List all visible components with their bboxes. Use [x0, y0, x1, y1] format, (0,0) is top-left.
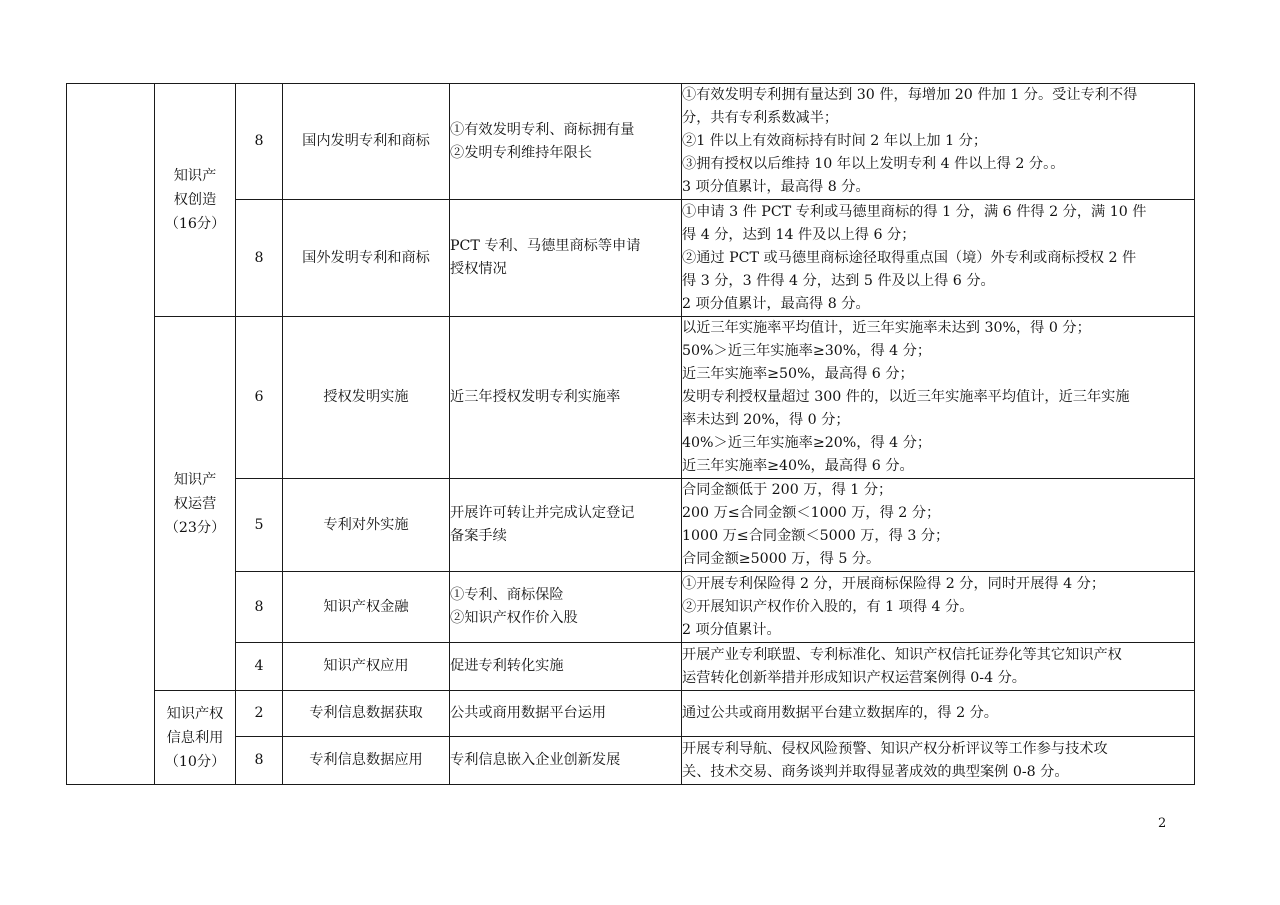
rule-line: 开展产业专利联盟、专利标准化、知识产权信托证券化等其它知识产权 [682, 646, 1122, 663]
item-cell: 国内发明专利和商标 [283, 84, 450, 200]
rule-line: 近三年实施率≥40%，最高得 6 分。 [682, 458, 914, 474]
category-label-line: 信息利用 [166, 729, 224, 746]
rule-cell [682, 572, 1195, 643]
item-cell: 国外发明专利和商标 [283, 200, 450, 317]
rule-line: 率未达到 20%，得 0 分； [682, 412, 850, 428]
rule-cell [682, 691, 1195, 737]
blank-column-cell [67, 84, 155, 785]
indicator-line: 授权情况 [450, 261, 507, 277]
indicator-line: PCT 专利、马德里商标等申请 [450, 238, 641, 254]
table-row [67, 643, 1195, 691]
indicator-cell [450, 643, 682, 691]
item-cell: 专利信息数据应用 [283, 737, 450, 785]
rule-line: 合同金额低于 200 万，得 1 分； [682, 482, 893, 498]
rule-line: 2 项分值累计。 [682, 621, 781, 638]
rule-line: 开展专利导航、侵权风险预警、知识产权分析评议等工作参与技术攻 [682, 740, 1108, 757]
rule-line: 50%＞近三年实施率≥30%，得 4 分； [682, 343, 932, 359]
table-row [67, 572, 1195, 643]
rule-line: 得 3 分，3 件得 4 分，达到 5 件及以上得 6 分。 [682, 272, 995, 289]
points-cell: 8 [236, 200, 283, 317]
table-row [67, 317, 1195, 479]
points-cell: 5 [236, 479, 283, 572]
indicator-line: 近三年授权发明专利实施率 [450, 389, 621, 405]
category-cell [155, 317, 236, 691]
indicator-cell [450, 572, 682, 643]
indicator-cell [450, 200, 682, 317]
category-label-line: 知识产权 [166, 705, 224, 722]
table-row [67, 479, 1195, 572]
table-row [67, 84, 1195, 200]
rule-line: 以近三年实施率平均值计，近三年实施率未达到 30%，得 0 分； [682, 320, 1091, 336]
rule-line: 合同金额≥5000 万，得 5 分。 [682, 551, 881, 567]
category-label-line: 知识产 [173, 471, 217, 488]
rule-line: 3 项分值累计，最高得 8 分。 [682, 179, 870, 195]
category-label-line: 权运营 [173, 495, 217, 512]
table-row [67, 737, 1195, 785]
rule-line: 200 万≤合同金额＜1000 万，得 2 分； [682, 505, 941, 521]
rule-line: ②1 件以上有效商标持有时间 2 年以上加 1 分； [682, 133, 988, 149]
item-cell: 专利信息数据获取 [283, 691, 450, 737]
rule-cell [682, 479, 1195, 572]
rule-line: 运营转化创新举措并形成知识产权运营案例得 0-4 分。 [682, 669, 1026, 686]
rule-cell [682, 643, 1195, 691]
scoring-table [66, 83, 1195, 785]
rule-line: 近三年实施率≥50%，最高得 6 分； [682, 366, 914, 382]
indicator-line: 开展许可转让并完成认定登记 [450, 505, 635, 521]
category-cell [155, 84, 236, 317]
rule-line: ①申请 3 件 PCT 专利或马德里商标的得 1 分，满 6 件得 2 分，满 10 件 [682, 203, 1147, 220]
rule-line: 分，共有专利系数减半； [682, 110, 839, 126]
category-label-line: 权创造 [173, 192, 217, 208]
page-number: 2 [1158, 816, 1167, 831]
points-cell: 2 [236, 691, 283, 737]
rule-line: 得 4 分，达到 14 件及以上得 6 分； [682, 226, 916, 243]
rule-line: ③拥有授权以后维持 10 年以上发明专利 4 件以上得 2 分。。 [682, 156, 1065, 172]
rule-line: 发明专利授权量超过 300 件的，以近三年实施率平均值计，近三年实施 [682, 389, 1130, 405]
category-label-line: （23分） [164, 519, 226, 536]
indicator-line: 备案手续 [450, 528, 507, 544]
item-cell: 专利对外实施 [283, 479, 450, 572]
indicator-line: 专利信息嵌入企业创新发展 [450, 752, 621, 768]
indicator-cell [450, 84, 682, 200]
table-row [67, 691, 1195, 737]
rule-cell [682, 737, 1195, 785]
indicator-cell [450, 317, 682, 479]
indicator-line: ①有效发明专利、商标拥有量 [450, 121, 635, 138]
rule-line: 1000 万≤合同金额＜5000 万，得 3 分； [682, 528, 950, 544]
indicator-line: 公共或商用数据平台运用 [450, 705, 607, 721]
points-cell: 4 [236, 643, 283, 691]
rule-cell [682, 200, 1195, 317]
points-cell: 8 [236, 737, 283, 785]
rule-line: ②开展知识产权作价入股的，有 1 项得 4 分。 [682, 598, 974, 615]
indicator-cell [450, 691, 682, 737]
rule-cell [682, 317, 1195, 479]
indicator-cell [450, 737, 682, 785]
table-row [67, 200, 1195, 317]
rule-line: 通过公共或商用数据平台建立数据库的，得 2 分。 [682, 705, 998, 721]
item-cell: 授权发明实施 [283, 317, 450, 479]
item-cell: 知识产权金融 [283, 572, 450, 643]
category-label-line: （10分） [164, 753, 226, 770]
indicator-line: ②知识产权作价入股 [450, 610, 578, 626]
rule-line: ②通过 PCT 或马德里商标途径取得重点国（境）外专利或商标授权 2 件 [682, 249, 1137, 266]
indicator-line: 促进专利转化实施 [450, 658, 564, 674]
rule-line: ①开展专利保险得 2 分，开展商标保险得 2 分，同时开展得 4 分； [682, 575, 1106, 592]
category-label-line: （16分） [164, 216, 226, 232]
points-cell: 6 [236, 317, 283, 479]
category-label-line: 知识产 [173, 168, 217, 184]
points-cell: 8 [236, 572, 283, 643]
indicator-line: ②发明专利维持年限长 [450, 144, 592, 161]
rule-line: 40%＞近三年实施率≥20%，得 4 分； [682, 435, 932, 451]
indicator-cell [450, 479, 682, 572]
points-cell: 8 [236, 84, 283, 200]
rule-line: ①有效发明专利拥有量达到 30 件，每增加 20 件加 1 分。受让专利不得 [682, 87, 1138, 103]
rule-cell [682, 84, 1195, 200]
indicator-line: ①专利、商标保险 [450, 587, 564, 603]
item-cell: 知识产权应用 [283, 643, 450, 691]
rule-line: 关、技术交易、商务谈判并取得显著成效的典型案例 0-8 分。 [682, 763, 1069, 780]
rule-line: 2 项分值累计，最高得 8 分。 [682, 295, 870, 312]
category-cell [155, 691, 236, 785]
